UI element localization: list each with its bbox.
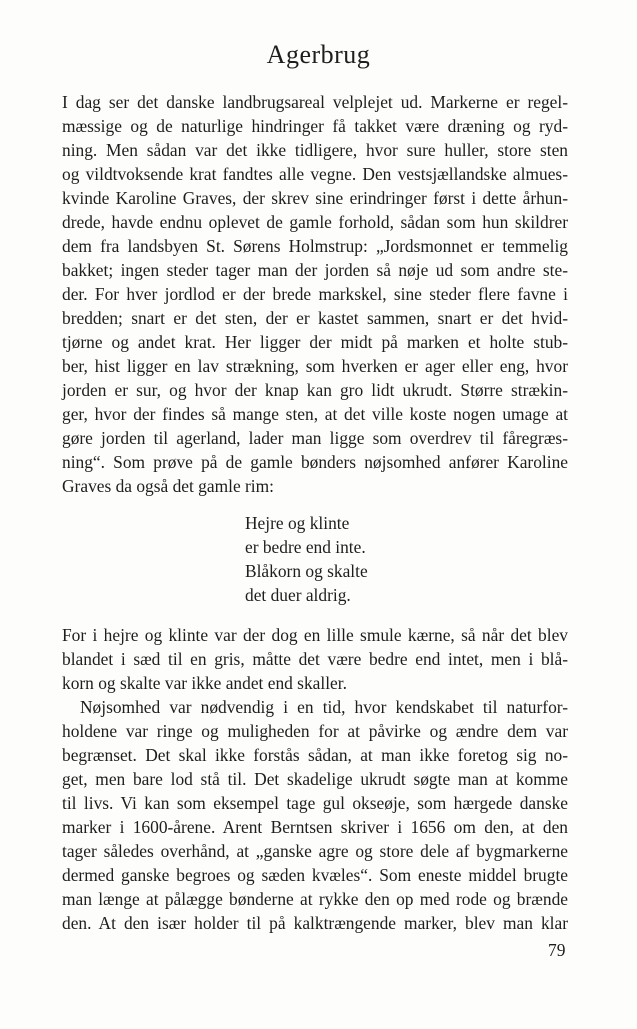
text-line: drede, havde endnu oplevet de gamle forhold, sådan som hun skildrer (62, 212, 568, 232)
text-line: der. For hver jordlod er der brede markskel, sine steder flere favne i (62, 284, 568, 304)
text-line: og vildtvoksende krat fandtes alle vegne. Den vestsjællandske almues- (62, 164, 568, 184)
text-line: mæssige og de naturlige hindringer få takket være dræning og ryd- (62, 116, 568, 136)
text-line: ning“. Som prøve på de gamle bønders nøjsomhed anfører Karoline (62, 452, 568, 472)
text-line: kvinde Karoline Graves, der skrev sine erindringer først i dette århun- (62, 188, 568, 208)
text-line: tager således overhånd, at „ganske agre og store dele af bygmarkerne (62, 841, 568, 861)
text-line: bredden; snart er det sten, der er kastet sammen, snart er det hvid- (62, 308, 568, 328)
text-line: jorden er sur, og hvor der knap kan gro lidt ukrudt. Større strækin- (62, 380, 568, 400)
text-line: den. At den især holder til på kalktrængende marker, blev man klar (62, 913, 568, 933)
verse-line: det duer aldrig. (245, 585, 351, 605)
text-line: bakket; ingen steder tager man der jorden så nøje ud som andre ste- (62, 260, 568, 280)
text-line: man længe at pålægge bønderne at rykke den op med rode og brænde (62, 889, 568, 909)
verse-line: Hejre og klinte (245, 513, 350, 533)
text-line: get, men bare lod stå til. Det skadelige ukrudt søgte man at komme (62, 769, 568, 789)
text-line: til livs. Vi kan som eksempel tage gul okseøje, som hærgede danske (62, 793, 568, 813)
text-line: holdene var ringe og muligheden for at påvirke og ændre dem var (62, 721, 568, 741)
text-line: blandet i sæd til en gris, måtte det være bedre end intet, men i blå- (62, 649, 568, 669)
text-line: ber, hist ligger en lav strækning, som hverken er ager eller eng, hvor (62, 356, 568, 376)
verse-line: er bedre end inte. (245, 537, 366, 557)
chapter-title: Agerbrug (266, 40, 371, 69)
text-line: ger, hvor der findes så mange sten, at det ville koste nogen umage at (62, 404, 568, 424)
text-line: gøre jorden til agerland, lader man ligge som overdrev til fåregræs- (62, 428, 568, 448)
text-line: Nøjsomhed var nødvendig i en tid, hvor kendskabet til naturfor- (80, 697, 568, 717)
text-line: dem fra landsbyen St. Sørens Holmstrup: „Jordsmonnet er temmelig (62, 236, 568, 256)
page-number: 79 (548, 940, 566, 960)
text-line: korn og skalte var ikke andet end skaller. (62, 673, 347, 693)
verse-line: Blåkorn og skalte (245, 561, 368, 581)
text-line: begrænset. Det skal ikke forstås sådan, at man ikke foretog sig no- (62, 745, 568, 765)
text-line: dermed ganske begroes og sæden kvæles“. Som eneste middel brugte (62, 865, 568, 885)
text-line: ning. Men sådan var det ikke tidligere, hvor sure huller, store sten (62, 140, 568, 160)
text-line: tjørne og andet krat. Her ligger der midt på marken et holte stub- (62, 332, 568, 352)
text-line: For i hejre og klinte var der dog en lille smule kærne, så når det blev (62, 625, 568, 645)
text-line: marker i 1600-årene. Arent Berntsen skriver i 1656 om den, at den (62, 817, 568, 837)
text-line: Graves da også det gamle rim: (62, 476, 274, 496)
text-line: I dag ser det danske landbrugsareal velplejet ud. Markerne er regel- (62, 92, 568, 112)
